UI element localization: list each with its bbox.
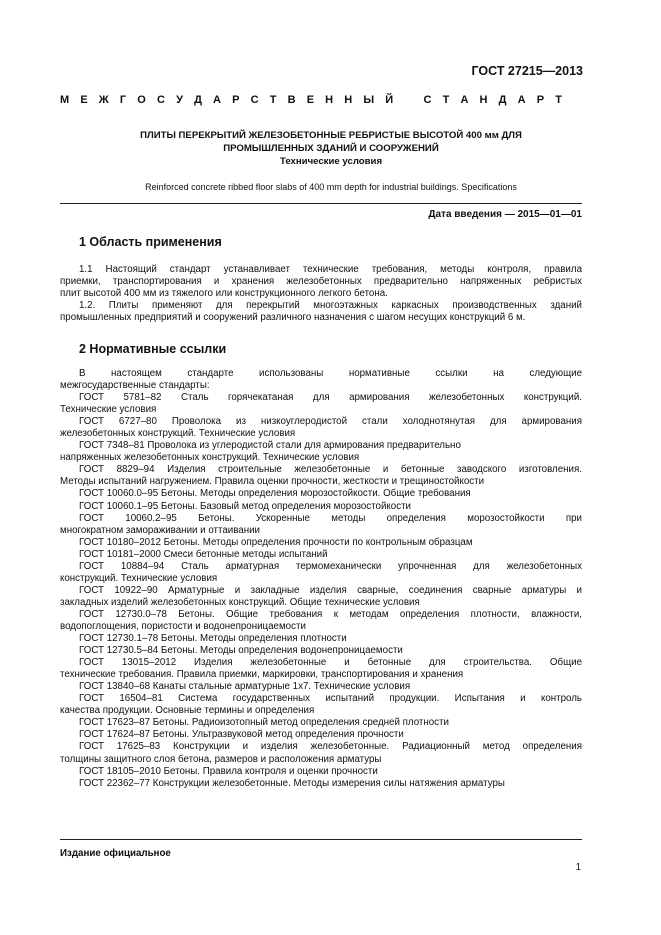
section2-line: качества продукции. Основные термины и определения — [60, 705, 315, 717]
section2-line: ГОСТ 18105–2010 Бетоны. Правила контроля и оценки прочности — [79, 765, 378, 777]
section2-line: ГОСТ 13015–2012 Изделия железобетонные и бетонные для строительства. Общие — [79, 657, 582, 669]
banner-letter: Г — [119, 94, 127, 106]
section2-line: толщины защитного слоя бетона, размеров и расположения арматуры — [60, 753, 382, 765]
banner-letter: С — [250, 94, 259, 106]
banner-letter: А — [213, 94, 221, 106]
gost-number: ГОСТ 27215—2013 — [471, 64, 583, 78]
banner-letter: Е — [306, 94, 315, 106]
section2-line: ГОСТ 17623–87 Бетоны. Радиоизотопный метод определения средней плотности — [79, 717, 449, 729]
banner-letter — [404, 94, 412, 106]
section-2-body — [60, 368, 582, 790]
section2-line: закладных изделий железобетонных конструкций. Общие технические условия — [60, 596, 420, 608]
section2-line: конструкций. Технические условия — [60, 572, 218, 584]
section2-line: Технические условия — [60, 404, 157, 416]
english-title: Reinforced concrete ribbed floor slabs of 400 mm depth for industrial buildings. Specifications — [145, 182, 517, 192]
section-2-heading: 2 Нормативные ссылки — [79, 342, 227, 356]
banner-letter: Н — [325, 94, 334, 106]
banner-letter: Д — [498, 94, 507, 106]
section2-line: ГОСТ 6727–80 Проволока из низкоуглеродистой стали холоднотянутая для армирования — [79, 416, 582, 428]
banner-letter: Д — [194, 94, 202, 106]
banner-letter: Ы — [363, 94, 375, 106]
section2-line: технические требования. Правила приемки, маркировки, транспортирования и хранения — [60, 669, 464, 681]
section2-line: ГОСТ 10060.2–95 Бетоны. Ускоренные методы определения морозостойкости при — [79, 512, 582, 524]
section2-line: ГОСТ 10884–94 Сталь арматурная термомеханически упрочненная для железобетонных — [79, 560, 582, 572]
section2-line: ГОСТ 12730.0–78 Бетоны. Общие требования к методам определения плотности, влажности, — [79, 608, 582, 620]
section2-line: ГОСТ 17625–83 Конструкции и изделия железобетонные. Радиационный метод определения — [79, 741, 582, 753]
section-1-heading: 1 Область применения — [79, 235, 222, 249]
section2-line: ГОСТ 7348–81 Проволока из углеродистой стали для армирования предварительно — [79, 440, 461, 452]
section2-line: Методы испытаний нагружением. Правила оценки прочности, жесткости и трещиностойкости — [60, 476, 485, 488]
section2-line: ГОСТ 12730.5–84 Бетоны. Методы определения водонепроницаемости — [79, 645, 403, 657]
banner-letter: Ж — [98, 94, 109, 106]
section2-line: ГОСТ 10181–2000 Смеси бетонные методы испытаний — [79, 548, 328, 560]
section2-line: многократном замораживании и оттаивании — [60, 524, 260, 536]
title-line-1: ПЛИТЫ ПЕРЕКРЫТИЙ ЖЕЛЕЗОБЕТОННЫЕ РЕБРИСТЫЕ ВЫСОТОЙ 400 мм ДЛЯ — [140, 130, 522, 141]
banner-letter: Р — [232, 94, 240, 106]
banner-letter: У — [176, 94, 183, 106]
title-line-2: ПРОМЫШЛЕННЫХ ЗДАНИЙ И СООРУЖЕНИЙ — [223, 143, 439, 154]
banner-letter: Й — [385, 94, 394, 106]
section2-line: ГОСТ 8829–94 Изделия строительные железобетонные и бетонные заводского изготовления. — [79, 464, 582, 476]
banner-letter: Н — [479, 94, 488, 106]
section2-line: ГОСТ 17624–87 Бетоны. Ультразвуковой метод определения прочности — [79, 729, 404, 741]
divider-top — [60, 203, 582, 204]
section2-line: напряженных железобетонных конструкций. Технические условия — [60, 452, 360, 464]
section1-line: приемки, транспортирования и хранения железобетонных предварительно напряженных ребристых — [60, 276, 582, 288]
banner-letter: О — [137, 94, 146, 106]
banner-letter: Т — [555, 94, 562, 106]
banner-letter: С — [423, 94, 432, 106]
title-subtitle: Технические условия — [279, 156, 383, 167]
section1-line: 1.1 Настоящий стандарт устанавливает технические требования, методы контроля, правила — [79, 264, 582, 275]
section2-line: ГОСТ 10060.1–95 Бетоны. Базовый метод определения морозостойкости — [79, 500, 411, 512]
section2-line: ГОСТ 22362–77 Конструкции железобетонные. Методы измерения силы натяжения арматуры — [79, 777, 505, 789]
section2-line: железобетонных конструкций. Технические условия — [60, 428, 296, 440]
section2-line: ГОСТ 10180–2012 Бетоны. Методы определения прочности по контрольным образцам — [79, 536, 473, 548]
section-1-body — [60, 264, 582, 324]
section2-line: ГОСТ 16504–81 Система государственных испытаний продукции. Испытания и контроль — [79, 693, 582, 705]
section2-line: ГОСТ 10060.0–95 Бетоны. Методы определения морозостойкости. Общие требования — [79, 488, 471, 500]
section2-line: В настоящем стандарте использованы нормативные ссылки на следующие — [79, 368, 582, 379]
banner-letter: А — [460, 94, 469, 106]
banner-letter: В — [287, 94, 296, 106]
section1-line: плит высотой 400 мм из тяжелого или конструкционного легкого бетона. — [60, 288, 388, 300]
banner-letter: А — [517, 94, 526, 106]
banner-letter: Т — [442, 94, 450, 106]
banner-letter: Н — [344, 94, 353, 106]
section1-line: 1.2. Плиты применяют для перекрытий многоэтажных каркасных производственных зданий — [79, 300, 582, 312]
effective-date: Дата введения — 2015—01—01 — [428, 209, 582, 220]
banner-letter: С — [156, 94, 165, 106]
edition-note: Издание официальное — [60, 848, 171, 859]
standard-banner — [60, 94, 562, 106]
section2-line: межгосударственные стандарты: — [60, 380, 210, 392]
section2-line: ГОСТ 10922–90 Арматурные и закладные изделия сварные, соединения сварные арматуры и — [79, 584, 582, 596]
section2-line: ГОСТ 5781–82 Сталь горячекатаная для армирования железобетонных конструкций. — [79, 392, 582, 404]
divider-bottom — [60, 839, 582, 840]
banner-letter: М — [60, 94, 70, 106]
banner-letter: Т — [269, 94, 277, 106]
section2-line: ГОСТ 13840–68 Канаты стальные арматурные 1x7. Технические условия — [79, 681, 411, 693]
page-number: 1 — [575, 862, 581, 873]
section1-line: промышленных предприятий и сооружений различного назначения с шагом несущих конструкций 6 м. — [60, 312, 526, 324]
banner-letter: Е — [80, 94, 88, 106]
section2-line: ГОСТ 12730.1–78 Бетоны. Методы определения плотности — [79, 633, 347, 645]
section2-line: водопоглощения, пористости и водонепроницаемости — [60, 620, 306, 632]
banner-letter: Р — [536, 94, 545, 106]
